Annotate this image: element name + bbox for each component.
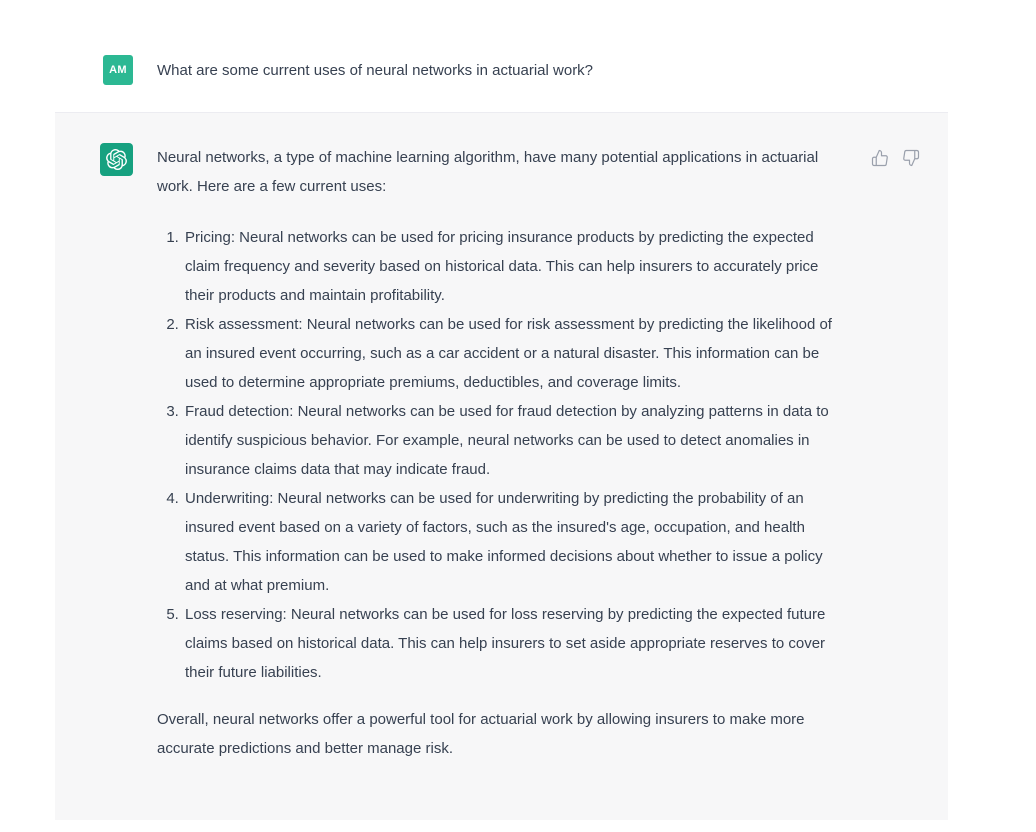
openai-logo-icon — [106, 149, 127, 170]
user-avatar — [103, 55, 133, 85]
assistant-closing-paragraph: Overall, neural networks offer a powerful tool for actuarial work by allowing insurers to make more accurate predictions and better manage risk. — [157, 711, 805, 757]
thumbs-up-button[interactable] — [870, 148, 889, 167]
list-item-fraud-detection: 3. Fraud detection: Neural networks can be used for fraud detection by analyzing patterns in data to identify suspicious behavior. For example, neural networks can be used to detect anomalies in insurance claims data that may indicate fraud. — [183, 397, 833, 484]
list-item-risk-assessment: 2. Risk assessment: Neural networks can be used for risk assessment by predicting the likelihood of an insured event occurring, such as a car accident or a natural disaster. This information can be used to determine appropriate premiums, deductibles, and coverage limits. — [183, 310, 833, 397]
thumbs-down-button[interactable] — [901, 148, 920, 167]
uses-list — [157, 223, 833, 687]
assistant-message — [55, 112, 948, 820]
list-item-underwriting: 4. Underwriting: Neural networks can be used for underwriting by predicting the probability of an insured event based on a variety of factors, such as the insured's age, occupation, and health status. This information can be used to make informed decisions about whether to issue a policy and at what premium. — [183, 484, 833, 600]
user-message-text: What are some current uses of neural networks in actuarial work? — [157, 62, 594, 79]
assistant-avatar — [100, 143, 133, 176]
feedback-buttons — [870, 143, 920, 167]
assistant-intro-paragraph: Neural networks, a type of machine learning algorithm, have many potential applications in actuarial work. Here are a few current uses: — [157, 149, 819, 195]
user-message — [0, 0, 1036, 85]
list-item-loss-reserving: 5. Loss reserving: Neural networks can be used for loss reserving by predicting the expected future claims based on historical data. This can help insurers to set aside appropriate reserves to cover their future liabilities. — [183, 600, 833, 687]
thumbs-up-icon — [871, 149, 889, 167]
assistant-message-content — [157, 143, 833, 763]
thumbs-down-icon — [902, 149, 920, 167]
user-avatar-initials: AM — [109, 64, 127, 76]
list-item-pricing: 1. Pricing: Neural networks can be used for pricing insurance products by predicting the expected claim frequency and severity based on historical data. This can help insurers to accurately price their products and maintain profitability. — [183, 223, 833, 310]
